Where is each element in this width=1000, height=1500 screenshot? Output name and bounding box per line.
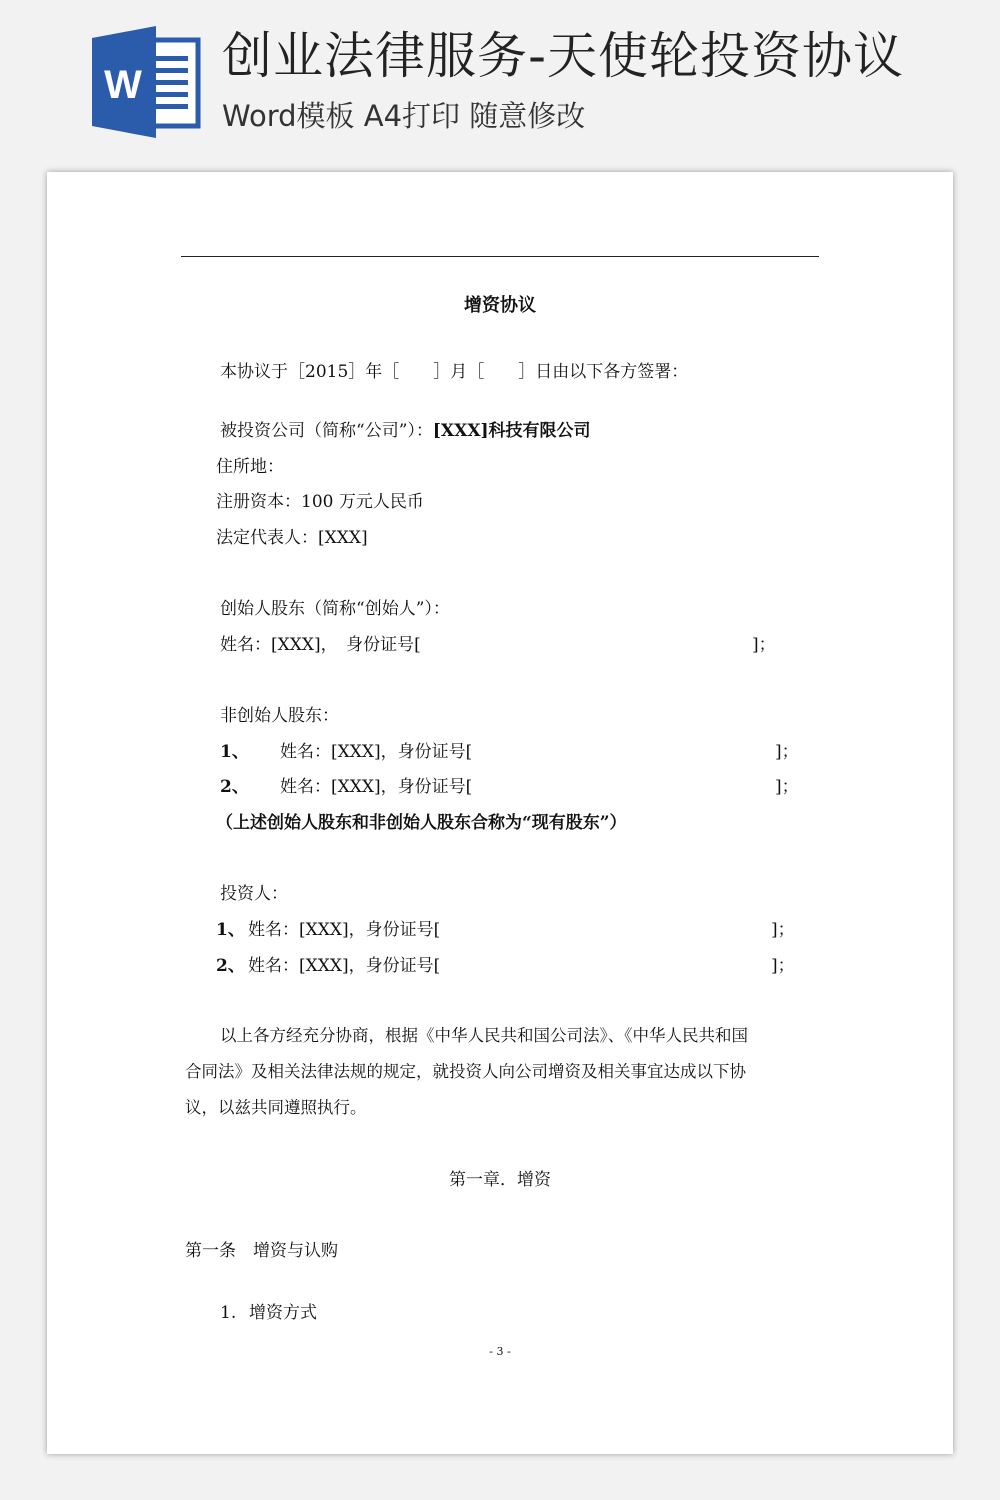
intro-line: 本协议于［2015］年［ ］月［ ］日由以下各方签署：: [220, 362, 689, 382]
non-founder-label: 非创始人股东：: [220, 706, 339, 726]
non-founder-1-end: ]；: [775, 742, 799, 762]
paragraph-line-3: 议，以兹共同遵照执行。: [185, 1098, 367, 1117]
non-founder-2-text: 姓名：[XXX]，身份证号[: [280, 777, 473, 797]
company-label: 被投资公司（简称“公司”）：: [220, 421, 433, 441]
founder-label: 创始人股东（简称“创始人”）：: [220, 599, 450, 619]
document-title: 增资协议: [464, 295, 536, 316]
non-founder-2-end: ]；: [775, 777, 799, 797]
document-page: [47, 172, 953, 1454]
banner-title: 创业法律服务-天使轮投资协议: [222, 27, 905, 85]
investor-1-text: 姓名：[XXX]，身份证号[: [248, 920, 441, 940]
banner-subtitle: Word模板 A4打印 随意修改: [222, 99, 586, 133]
investor-2-num: 2、: [216, 956, 245, 976]
investor-1-end: ]；: [771, 920, 795, 940]
subsection-heading: 增资方式: [249, 1303, 317, 1323]
non-founder-1-num: 1、: [220, 742, 249, 762]
founder-line: 姓名：[XXX]， 身份证号[: [220, 635, 421, 655]
investors-label: 投资人：: [220, 884, 288, 904]
paragraph-line-1: 以上各方经充分协商，根据《中华人民共和国公司法》、《中华人民共和国: [220, 1026, 748, 1045]
investor-2-text: 姓名：[XXX]，身份证号[: [248, 956, 441, 976]
non-founder-1-text: 姓名：[XXX]，身份证号[: [280, 742, 473, 762]
page-number: - 3 -: [489, 1345, 511, 1358]
founder-line-end: ]；: [752, 635, 776, 655]
paragraph-line-2: 合同法》及相关法律法规的规定，就投资人向公司增资及相关事宜达成以下协: [185, 1062, 746, 1081]
subsection-number: 1.: [220, 1303, 237, 1323]
banner: [0, 0, 1000, 170]
investor-2-end: ]；: [771, 956, 795, 976]
header-rule: [181, 256, 819, 257]
company-address: 住所地：: [216, 457, 284, 477]
investor-1-num: 1、: [216, 920, 245, 940]
company-capital: 注册资本：100 万元人民币: [216, 492, 424, 512]
article-heading: 第一条 增资与认购: [185, 1241, 338, 1261]
chapter-heading: 第一章．增资: [449, 1170, 551, 1190]
company-line: [220, 419, 591, 443]
word-icon-letter: W: [104, 63, 142, 107]
company-representative: 法定代表人：[XXX]: [216, 528, 368, 548]
word-doc-icon: [92, 26, 204, 138]
company-name: [XXX]科技有限公司: [432, 421, 591, 441]
non-founder-2-num: 2、: [220, 777, 249, 797]
shareholders-note: （上述创始人股东和非创始人股东合称为“现有股东”）: [216, 813, 627, 833]
